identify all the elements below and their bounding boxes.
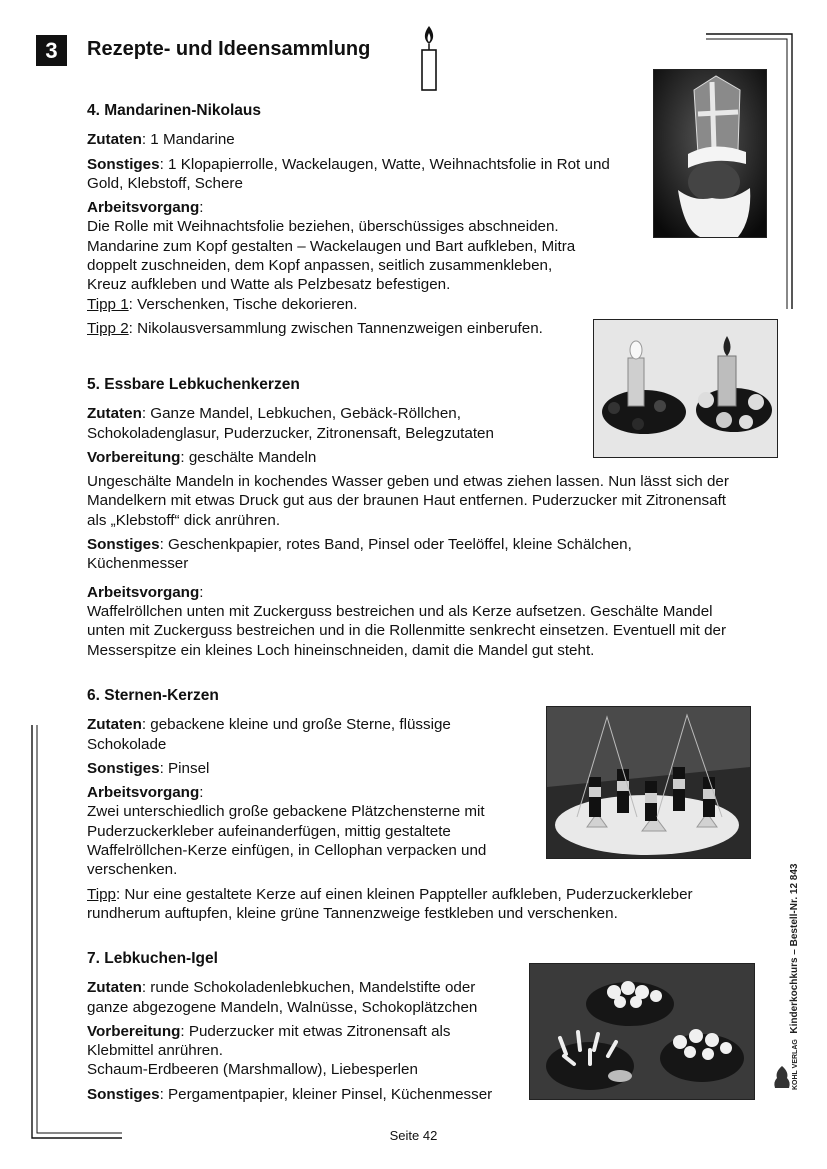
zutaten-label: Zutaten — [87, 405, 142, 423]
zutaten-text: : 1 Mandarine — [141, 131, 235, 149]
vorbereitung-label: Vorbereitung — [87, 448, 181, 466]
section-heading: 6. Sternen-Kerzen — [87, 687, 219, 704]
section-heading: 5. Essbare Lebkuchenkerzen — [87, 376, 300, 393]
zutaten-label: Zutaten — [87, 716, 142, 734]
arbeitsvorgang-text: Zwei unterschiedlich große gebackene Plätzchensterne mit Puderzuckerkleber aufeinanderfügen, mittig gestaltete Waffelröllchen-Kerze einfügen, in Cellophan verpacken und verschenken. — [87, 803, 487, 879]
tipp-1-label: Tipp 1 — [87, 296, 129, 313]
sonstiges-text: : 1 Klopapierrolle, Wackelaugen, Watte, Weihnachtsfolie in Rot und Gold, Klebstoff, Schere — [87, 155, 610, 192]
zutaten-text: : runde Schokoladenlebkuchen, Mandelstifte oder ganze abgezogene Mandeln, Walnüsse, Schokoplätzchen — [87, 979, 478, 1016]
vorbereitung-label: Vorbereitung — [87, 1022, 181, 1040]
page-number: Seite 42 — [389, 1128, 438, 1143]
body-text: Ungeschälte Mandeln in kochendes Wasser geben und etwas ziehen lassen. Nun lässt sich der Mandelkern mit etwas Druck gut aus der braunen Haut entfernen. Puderzucker mit Zitronensaft als „Klebstoff“ dick anrühren. — [87, 473, 729, 529]
photo-lebkuchen-igel — [529, 963, 755, 1100]
order-number: Kinderkochkurs – Bestell-Nr. 12 843 — [789, 863, 800, 1034]
vorbereitung-text: : geschälte Mandeln — [180, 448, 317, 466]
tipp-label: Tipp — [87, 885, 116, 903]
section-lebkuchen-igel — [87, 949, 527, 1109]
tipp-1-text: : Verschenken, Tische dekorieren. — [128, 296, 358, 313]
tipp-2-text: : Nikolausversammlung zwischen Tannenzweigen einberufen. — [128, 320, 543, 338]
section-heading: 7. Lebkuchen-Igel — [87, 950, 218, 967]
photo-lebkuchenkerzen — [593, 319, 778, 458]
publisher-name: KOHL VERLAG — [792, 1039, 799, 1090]
arbeitsvorgang-colon: : — [199, 199, 204, 217]
candle-icon — [409, 24, 449, 94]
arbeitsvorgang-label: Arbeitsvorgang — [87, 583, 200, 601]
side-credit — [771, 830, 811, 1110]
side-credit-text — [789, 864, 800, 1090]
zutaten-text: : Ganze Mandel, Lebkuchen, Gebäck-Röllchen, Schokoladenglasur, Puderzucker, Zitronensaft, Belegzutaten — [87, 405, 494, 442]
tipp-2-label: Tipp 2 — [87, 320, 129, 338]
sonstiges-text: : Geschenkpapier, rotes Band, Pinsel oder Teelöffel, kleine Schälchen, Küchenmesser — [87, 536, 632, 573]
photo-mandarinen-nikolaus — [653, 69, 767, 238]
sonstiges-label: Sonstiges — [87, 536, 160, 554]
arbeitsvorgang-label: Arbeitsvorgang — [87, 784, 200, 802]
sonstiges-label: Sonstiges — [87, 155, 160, 173]
section-heading: 4. Mandarinen-Nikolaus — [87, 102, 261, 119]
arbeitsvorgang-text: Waffelröllchen unten mit Zuckerguss bestreichen und als Kerze aufsetzen. Geschälte Mandel unten mit Zuckerguss bestreichen und in die Rollenmitte senkrecht einsetzen. Eventuell mit der Messerspitze ein kleines Loch hineinschneiden, damit die Mandel gut steht. — [87, 602, 727, 659]
sonstiges-text: : Pergamentpapier, kleiner Pinsel, Küchenmesser — [159, 1085, 493, 1103]
page-title: Rezepte- und Ideensammlung — [87, 38, 371, 60]
arbeitsvorgang-label: Arbeitsvorgang — [87, 199, 200, 217]
section-mandarinen-nikolaus — [87, 101, 739, 295]
extra-text: Schaum-Erdbeeren (Marshmallow), Liebesperlen — [87, 1061, 418, 1079]
tipp-text: : Nur eine gestaltete Kerze auf einen kleinen Pappteller aufkleben, Puderzuckerkleber rundherum auftupfen, kleine grüne Tannenzweige festkleben und verschenken. — [87, 885, 693, 922]
zutaten-label: Zutaten — [87, 979, 142, 997]
chapter-number: 3 — [36, 35, 67, 66]
section-4-tips — [87, 295, 607, 344]
arbeitsvorgang-colon: : — [199, 583, 204, 601]
sonstiges-text: : Pinsel — [159, 759, 210, 777]
arbeitsvorgang-colon: : — [199, 784, 204, 802]
zutaten-label: Zutaten — [87, 131, 142, 149]
arbeitsvorgang-text: Die Rolle mit Weihnachtsfolie beziehen, überschüssiges abschneiden. Mandarine zum Kopf gestalten – Wackelaugen und Bart aufkleben, Mitra doppelt zuschneiden, dem Kopf anpassen, seitlich zusammenkleben, Kreuz aufkleben und Watte als Pelzbesatz befestigen. — [87, 218, 576, 294]
zutaten-text: : gebackene kleine und große Sterne, flüssige Schokolade — [87, 716, 451, 753]
vorbereitung-text: : Puderzucker mit etwas Zitronensaft als Klebmittel anrühren. — [87, 1022, 451, 1060]
photo-sternen-kerzen — [546, 706, 751, 859]
sonstiges-label: Sonstiges — [87, 1085, 160, 1103]
sonstiges-label: Sonstiges — [87, 759, 160, 777]
